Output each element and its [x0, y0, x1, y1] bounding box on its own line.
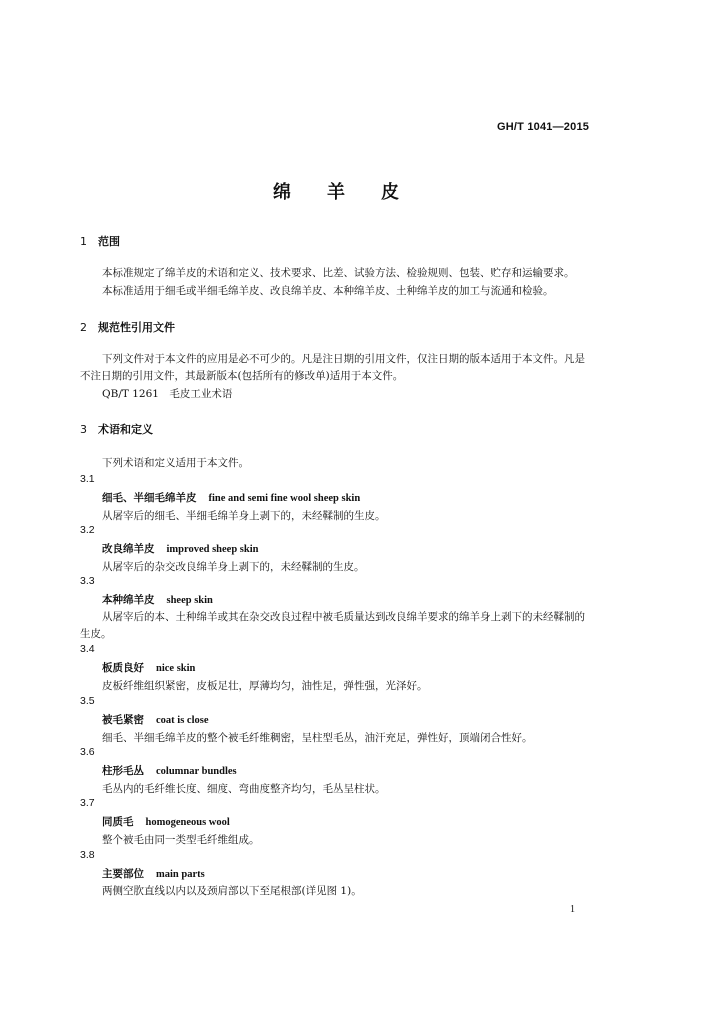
term-name	[102, 541, 259, 556]
paragraph: 本标准适用于细毛或半细毛绵羊皮、改良绵羊皮、本种绵羊皮、土种绵羊皮的加工与流通和检验。	[102, 285, 554, 297]
term-definition: 毛丛内的毛纤维长度、细度、弯曲度整齐均匀，毛丛呈柱状。	[102, 783, 386, 795]
term-name	[102, 712, 209, 727]
paragraph: 下列术语和定义适用于本文件。	[102, 457, 249, 469]
section-number: 1	[80, 235, 87, 248]
page-number: 1	[570, 904, 575, 915]
document-title	[273, 178, 435, 204]
term-definition: 两侧空肷直线以内以及颈肩部以下至尾根部(详见图 1)。	[102, 885, 362, 897]
term-en: fine and semi fine wool sheep skin	[208, 493, 361, 504]
term-number: 3.5	[80, 695, 95, 707]
section-number: 3	[80, 423, 87, 436]
title-char: 羊	[327, 182, 345, 203]
term-zh: 柱形毛丛	[102, 765, 144, 777]
term-zh: 同质毛	[102, 816, 134, 828]
term-zh: 被毛紧密	[102, 714, 144, 726]
standard-code: GH/T 1041—2015	[497, 121, 590, 133]
term-name	[102, 763, 237, 778]
section-number: 2	[80, 321, 87, 334]
term-definition: 从屠宰后的细毛、半细毛绵羊身上剥下的，未经鞣制的生皮。	[102, 510, 386, 522]
term-en: improved sheep skin	[166, 544, 259, 555]
term-number: 3.4	[80, 643, 95, 655]
term-en: homogeneous wool	[145, 817, 230, 828]
section-title: 范围	[98, 235, 120, 248]
term-definition: 皮板纤维组织紧密，皮板足壮，厚薄均匀，油性足，弹性强，光泽好。	[102, 680, 428, 692]
term-name	[102, 490, 360, 505]
term-definition: 从屠宰后的杂交改良绵羊身上剥下的，未经鞣制的生皮。	[102, 561, 365, 573]
paragraph: 本标准规定了绵羊皮的术语和定义、技术要求、比差、试验方法、检验规则、包装、贮存和运输要求。	[102, 267, 575, 279]
term-zh: 改良绵羊皮	[102, 543, 155, 555]
term-name	[102, 866, 205, 881]
term-en: main parts	[156, 869, 205, 880]
section-title: 术语和定义	[98, 423, 153, 436]
term-en: sheep skin	[166, 595, 213, 606]
term-definition: 整个被毛由同一类型毛纤维组成。	[102, 834, 260, 846]
term-zh: 板质良好	[102, 662, 144, 674]
term-en: columnar bundles	[156, 766, 237, 777]
term-en: coat is close	[156, 715, 209, 726]
term-definition: 细毛、半细毛绵羊皮的整个被毛纤维稠密，呈柱型毛丛，油汗充足，弹性好，顶端闭合性好。	[102, 732, 533, 744]
term-number: 3.2	[80, 524, 95, 536]
section-heading-2	[80, 319, 175, 335]
paragraph: 下列文件对于本文件的应用是必不可少的。凡是注日期的引用文件，仅注日期的版本适用于本文件。凡是不注日期的引用文件，其最新版本(包括所有的修改单)适用于本文件。	[80, 353, 585, 382]
term-number: 3.8	[80, 849, 95, 861]
term-number: 3.7	[80, 797, 95, 809]
term-name	[102, 660, 195, 675]
term-number: 3.1	[80, 473, 95, 485]
term-number: 3.3	[80, 575, 95, 587]
term-zh: 主要部位	[102, 868, 144, 880]
section-heading-1	[80, 233, 120, 249]
term-definition: 从屠宰后的本、土种绵羊或其在杂交改良过程中被毛质量达到改良绵羊要求的绵羊身上剥下的未经鞣制的生皮。	[80, 611, 585, 640]
term-name	[102, 814, 230, 829]
term-zh: 本种绵羊皮	[102, 594, 155, 606]
term-zh: 细毛、半细毛绵羊皮	[102, 492, 197, 504]
title-char: 绵	[273, 182, 291, 203]
title-char: 皮	[381, 182, 399, 203]
reference-item: QB/T 1261 毛皮工业术语	[102, 388, 233, 400]
term-number: 3.6	[80, 746, 95, 758]
section-title: 规范性引用文件	[98, 321, 175, 334]
term-en: nice skin	[156, 663, 196, 674]
section-heading-3	[80, 421, 153, 437]
term-name	[102, 592, 213, 607]
